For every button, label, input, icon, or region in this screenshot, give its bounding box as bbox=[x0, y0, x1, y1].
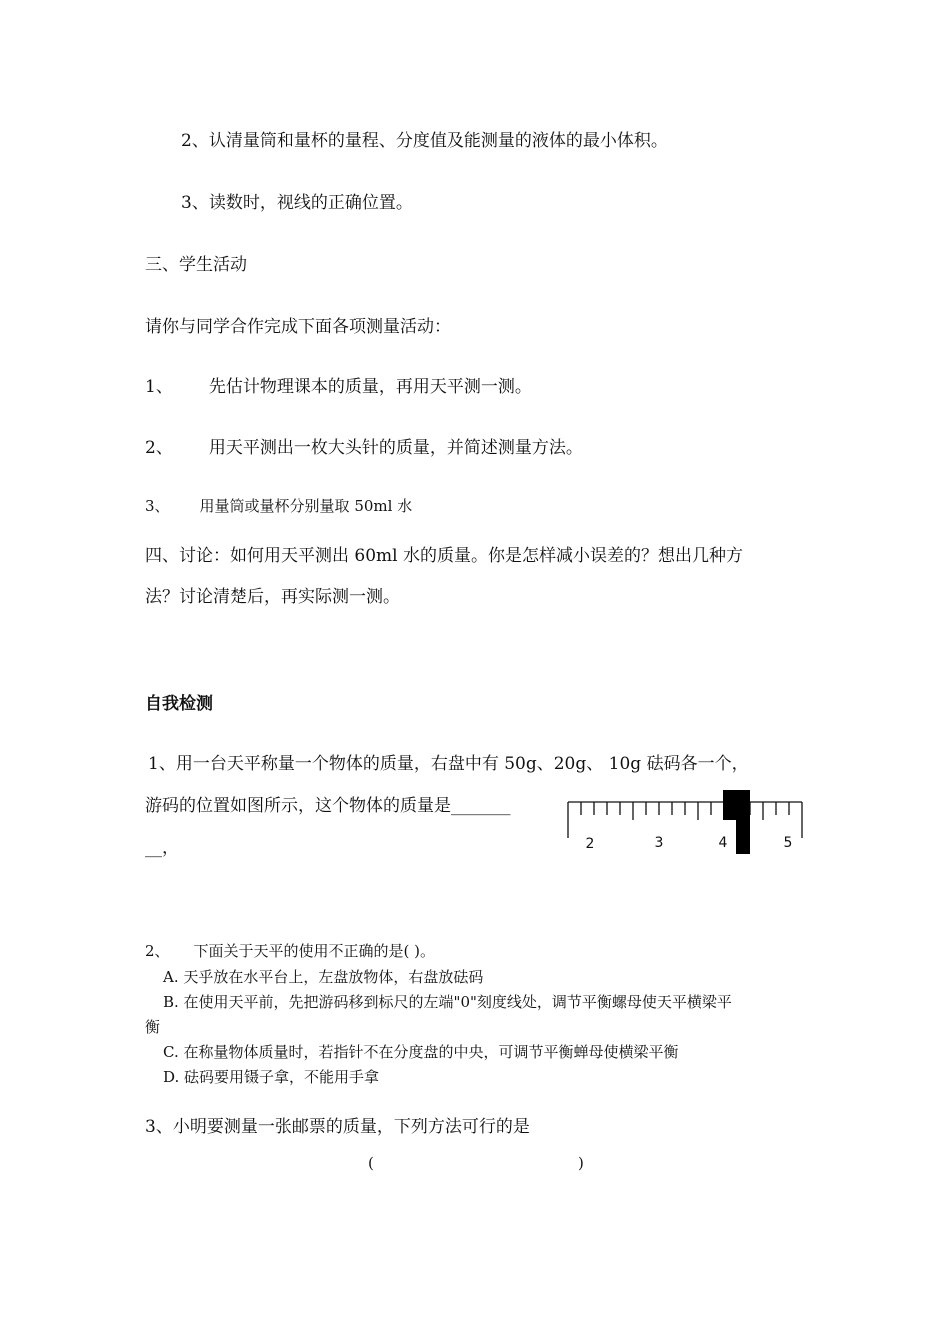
section3-lead: 请你与同学合作完成下面各项测量活动： bbox=[145, 317, 451, 337]
rider-scale-figure bbox=[566, 790, 808, 858]
q2-stem bbox=[145, 940, 435, 961]
self-test-heading: 自我检测 bbox=[145, 694, 213, 714]
section3-heading: 三、学生活动 bbox=[145, 255, 247, 275]
q1-line-2: 游码的位置如图所示，这个物体的质量是_______ bbox=[145, 796, 511, 816]
q3-paren-open: ( bbox=[368, 1154, 374, 1172]
q2-option-b: B. 在使用天平前，先把游码移到标尺的左端"0"刻度线处，调节平衡螺母使天平横梁平 bbox=[163, 993, 732, 1011]
q1-line-1: 1、用一台天平称量一个物体的质量，右盘中有 50g、20g、 10g 砝码各一个， bbox=[148, 754, 749, 774]
scale-ticks bbox=[568, 802, 802, 838]
activity-text: 用量筒或量杯分别量取 50ml 水 bbox=[199, 497, 413, 515]
activity-number: 3、 bbox=[145, 497, 170, 515]
section4-line-2: 法？讨论清楚后，再实际测一测。 bbox=[145, 587, 400, 607]
q2-stem-text: 下面关于天平的使用不正确的是( )。 bbox=[193, 942, 436, 960]
activity-2 bbox=[145, 433, 583, 458]
scale-label: 3 bbox=[654, 835, 664, 851]
scale-label: 5 bbox=[783, 835, 793, 851]
section4-line-1: 四、讨论：如何用天平测出 60ml 水的质量。你是怎样减小误差的？想出几种方 bbox=[145, 546, 743, 566]
scale-label: 2 bbox=[585, 836, 595, 852]
q2-option-c: C. 在称量物体质量时，若指针不在分度盘的中央，可调节平衡蝉母使横梁平衡 bbox=[163, 1043, 679, 1061]
activity-text: 先估计物理课本的质量，再用天平测一测。 bbox=[208, 377, 532, 397]
q2-number: 2、 bbox=[145, 942, 170, 960]
q3-stem: 3、小明要测量一张邮票的质量，下列方法可行的是 bbox=[145, 1117, 530, 1137]
activity-number: 1、 bbox=[145, 377, 173, 397]
activity-text: 用天平测出一枚大头针的质量，并简述测量方法。 bbox=[208, 438, 583, 458]
scale-label: 4 bbox=[718, 835, 728, 851]
q2-option-b-wrap: 衡 bbox=[145, 1018, 161, 1036]
q2-option-a: A. 天乎放在水平台上，左盘放物体，右盘放砝码 bbox=[163, 968, 484, 986]
q3-paren-close: ) bbox=[578, 1154, 584, 1172]
q2-option-d: D. 砝码要用镊子拿，不能用手拿 bbox=[163, 1068, 380, 1086]
activity-number: 2、 bbox=[145, 438, 173, 458]
intro-item-3: 3、读数时，视线的正确位置。 bbox=[181, 193, 413, 213]
activity-1 bbox=[145, 372, 532, 397]
intro-item-2: 2、认清量筒和量杯的量程、分度值及能测量的液体的最小体积。 bbox=[181, 131, 668, 151]
q1-line-3: __， bbox=[145, 838, 179, 858]
activity-3 bbox=[145, 495, 412, 516]
